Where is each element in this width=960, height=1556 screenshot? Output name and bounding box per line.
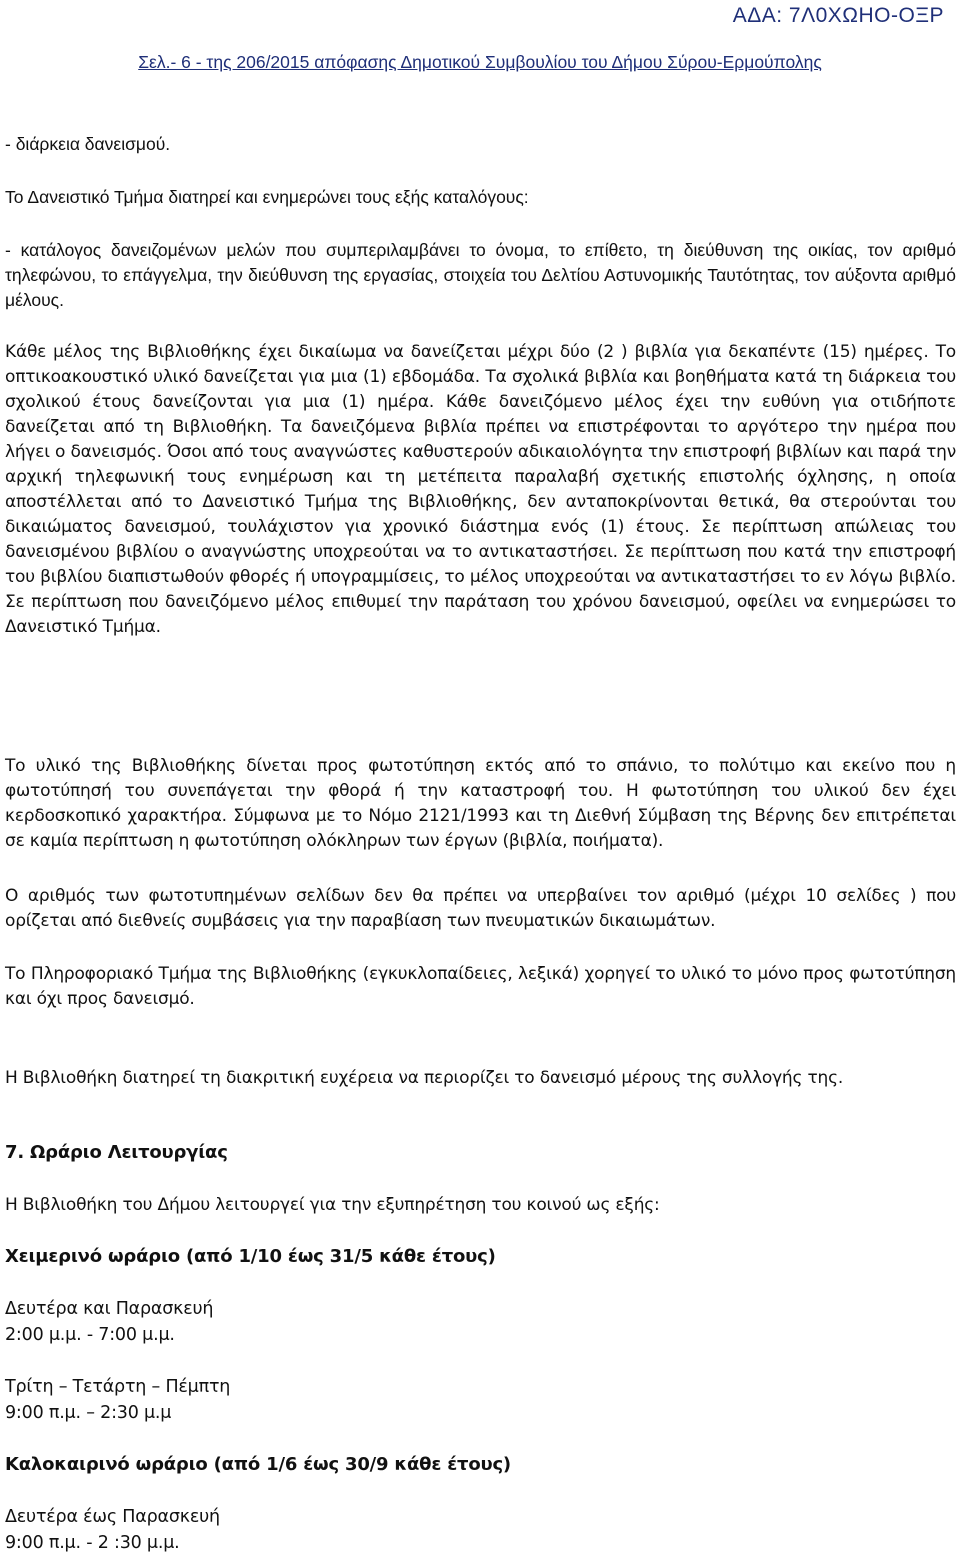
summer-schedule: [5, 1504, 956, 1556]
winter-hours-2: 9:00 π.μ. – 2:30 μ.μ: [5, 1403, 172, 1423]
winter-schedule-mon-fri: [5, 1296, 956, 1348]
paragraph-photocopy-rules: Το υλικό της Βιβλιοθήκης δίνεται προς φωτοτύπηση εκτός από το σπάνιο, το πολύτιμο και εκείνο που η φωτοτύπησή του συνεπάγεται την φθορά ή την καταστροφή του. Η φωτοτύπηση του υλικού δεν έχει κερδοσκοπικό χαρακτήρα. Σύμφωνα με το Νόμο 2121/1993 και τη Διεθνή Σύμβαση της Βέρνης δεν επιτρέπεται σε καμία περίπτωση η φωτοτύπηση ολόκληρων των έργων (βιβλία, ποιήματα).: [5, 756, 956, 851]
paragraph-catalogs-intro: Το Δανειστικό Τμήμα διατηρεί και ενημερώνει τους εξής καταλόγους:: [5, 187, 529, 207]
summer-days: Δευτέρα έως Παρασκευή: [5, 1507, 220, 1527]
winter-schedule-tue-thu: [5, 1374, 956, 1426]
ada-code: ΑΔΑ: 7Λ0ΧΩΗΟ-ΟΞΡ: [732, 4, 944, 27]
page-reference-header: Σελ.- 6 - της 206/2015 απόφασης Δημοτικού Συμβουλίου του Δήμου Σύρου-Ερμούπολης: [138, 52, 822, 72]
winter-days-1: Δευτέρα και Παρασκευή: [5, 1299, 214, 1319]
paragraph-lending-rules: Κάθε μέλος της Βιβλιοθήκης έχει δικαίωμα να δανείζεται μέχρι δύο (2 ) βιβλία για δεκαπέντε (15) ημέρες. Το οπτικοακουστικό υλικό δανείζεται για μια (1) εβδομάδα. Τα σχολικά βιβλία και βοηθήματα κατά τη διάρκεια του σχολικού έτους δανείζονται για μια (1) ημέρα. Κάθε δανειζόμενο μέλος έχει την ευθύνη για οτιδήποτε δανείζεται από τη Βιβλιοθήκη. Τα δανειζόμενα βιβλία πρέπει να επιστρέφονται το αργότερο την ημέρα που λήγει ο δανεισμός. Όσοι από τους αναγνώστες καθυστερούν αδικαιολόγητα την επιστροφή βιβλίων και παρά την αρχική τηλεφωνική τους ενημέρωση και τη μετέπειτα παραλαβή σχετικής επιστολής όχλησης, η οποία αποστέλλεται από το Δανειστικό Τμήμα της Βιβλιοθήκης, δεν ανταποκρίνονται θετικά, θα στερούνται του δικαιώματος δανεισμού, τουλάχιστον για χρονικό διάστημα ενός (1) έτους. Σε περίπτωση απώλειας του δανεισμένου βιβλίου ο αναγνώστης υποχρεούται να το αντικαταστήσει. Σε περίπτωση που κατά την επιστροφή του βιβλίου διαπιστωθούν φθορές ή υπογραμμίσεις, το μέλος υποχρεούται να αντικαταστήσει το εν λόγω βιβλίο. Σε περίπτωση που δανειζόμενο μέλος επιθυμεί την παράταση του χρόνου δανεισμού, οφείλει να ενημερώσει το Δανειστικό Τμήμα.: [5, 342, 956, 637]
paragraph-reference-section: Το Πληροφοριακό Τμήμα της Βιβλιοθήκης (εγκυκλοπαίδειες, λεξικά) χορηγεί το υλικό το μόνο προς φωτοτύπηση και όχι προς δανεισμό.: [5, 964, 956, 1009]
winter-hours-1: 2:00 μ.μ. - 7:00 μ.μ.: [5, 1325, 175, 1345]
winter-days-2: Τρίτη – Τετάρτη – Πέμπτη: [5, 1377, 231, 1397]
section-title-opening-hours: 7. Ωράριο Λειτουργίας: [5, 1142, 228, 1163]
winter-schedule-title: Χειμερινό ωράριο (από 1/10 έως 31/5 κάθε έτους): [5, 1246, 496, 1267]
summer-schedule-title: Καλοκαιρινό ωράριο (από 1/6 έως 30/9 κάθε έτους): [5, 1454, 511, 1475]
paragraph-photocopy-limit: Ο αριθμός των φωτοτυπημένων σελίδων δεν θα πρέπει να υπερβαίνει τον αριθμό (μέχρι 10 σελίδες ) που ορίζεται από διεθνείς συμβάσεις για την παραβίαση των πνευματικών δικαιωμάτων.: [5, 886, 956, 931]
summer-hours: 9:00 π.μ. - 2 :30 μ.μ.: [5, 1533, 180, 1553]
paragraph-hours-intro: Η Βιβλιοθήκη του Δήμου λειτουργεί για την εξυπηρέτηση του κοινού ως εξής:: [5, 1195, 660, 1215]
paragraph-members-catalog: - κατάλογος δανειζομένων μελών που συμπεριλαμβάνει το όνομα, το επίθετο, τη διεύθυνση της οικίας, τον αριθμό τηλεφώνου, το επάγγελμα, την διεύθυνση της εργασίας, στοιχεία του Δελτίου Αστυνομικής Ταυτότητας, τον αύξοντα αριθμό μέλους.: [5, 240, 956, 310]
paragraph-loan-duration: - διάρκεια δανεισμού.: [5, 134, 171, 154]
paragraph-discretion: Η Βιβλιοθήκη διατηρεί τη διακριτική ευχέρεια να περιορίζει το δανεισμό μέρους της συλλογής της.: [5, 1068, 844, 1088]
